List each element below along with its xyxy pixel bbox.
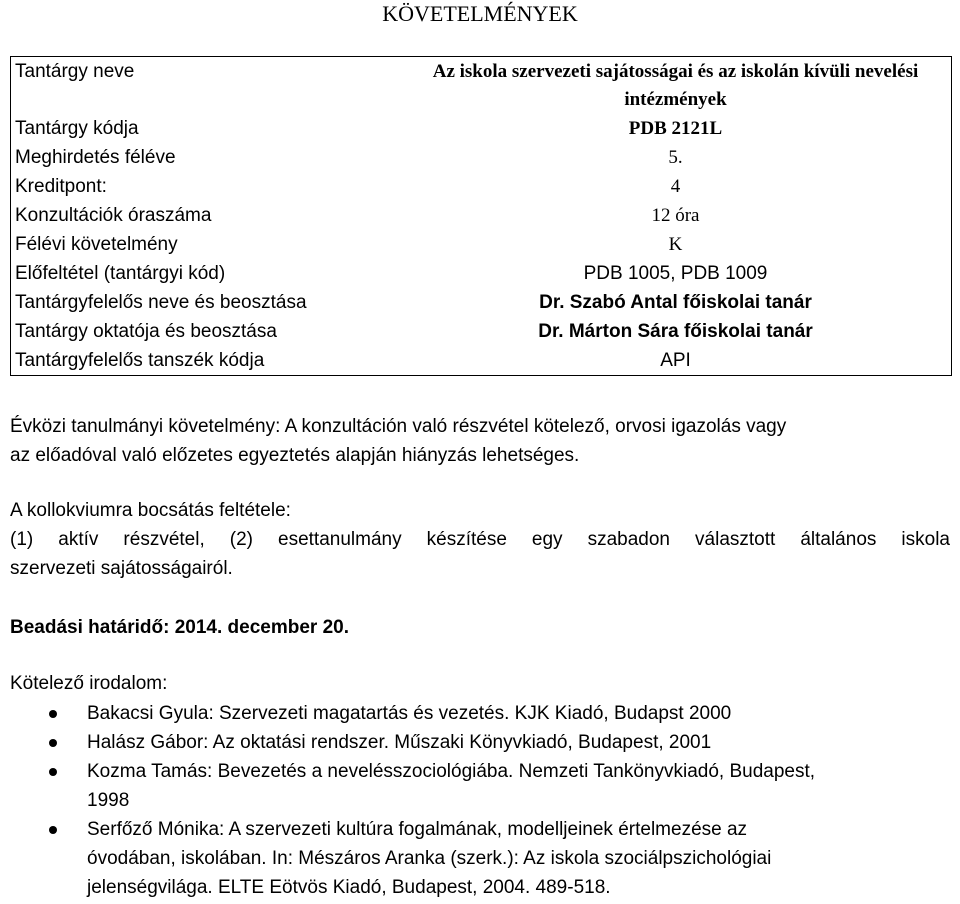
colloquium-heading: A kollokviumra bocsátás feltétele: [10, 500, 291, 521]
bullet-icon [49, 739, 57, 747]
page-title: KÖVETELMÉNYEK [382, 1, 578, 26]
deadline: Beadási határidő: 2014. december 20. [10, 617, 349, 638]
table-row [11, 288, 951, 317]
list-item-line: Halász Gábor: Az oktatási rendszer. Műszaki Könyvkiadó, Budapest, 2001 [87, 732, 712, 753]
list-item-line: Serfőző Mónika: A szervezeti kultúra fogalmának, modelljeinek értelmezése az [87, 819, 748, 840]
requirements-paragraph [10, 412, 950, 470]
row-label: Előfeltétel (tantárgyi kód) [15, 263, 226, 284]
row-label: Tantárgy neve [15, 61, 135, 82]
bullet-icon [49, 710, 57, 718]
table-row [11, 143, 951, 172]
bullet-icon [49, 826, 57, 834]
row-label: Konzultációk óraszáma [15, 205, 212, 226]
bullet-icon [49, 768, 57, 776]
table-row [11, 114, 951, 143]
list-item-line: Kozma Tamás: Bevezetés a nevelésszociológiába. Nemzeti Tankönyvkiadó, Budapest, [87, 761, 816, 782]
row-label: Tantárgy oktatója és beosztása [15, 321, 277, 342]
requirements-line: Évközi tanulmányi követelmény: A konzultáción való részvétel kötelező, orvosi igazolás vagy [10, 416, 787, 437]
row-value: API [660, 350, 691, 371]
literature-heading: Kötelező irodalom: [10, 673, 168, 694]
list-item [10, 757, 950, 815]
course-info-table [10, 56, 952, 376]
colloquium-line: (1) aktív részvétel, (2) esettanulmány készítése egy szabadon választott általános iskola [10, 529, 950, 550]
table-row [11, 346, 951, 375]
table-row [11, 201, 951, 230]
list-item [10, 815, 950, 902]
row-value: PDB 1005, PDB 1009 [583, 263, 768, 284]
table-row [11, 57, 951, 114]
colloquium-section [10, 496, 950, 583]
row-value: K [668, 234, 683, 255]
list-item-line: Bakacsi Gyula: Szervezeti magatartás és vezetés. KJK Kiadó, Budapst 2000 [87, 703, 732, 724]
row-label: Félévi követelmény [15, 234, 178, 255]
list-item-line: jelenségvilága. ELTE Eötvös Kiadó, Budapest, 2004. 489-518. [87, 877, 611, 898]
row-label: Kreditpont: [15, 176, 107, 197]
list-item [10, 699, 950, 728]
row-value: 12 óra [651, 205, 700, 226]
row-value: 5. [668, 147, 683, 168]
colloquium-line: szervezeti sajátosságairól. [10, 558, 233, 579]
row-label: Tantárgy kódja [15, 118, 139, 139]
list-item [10, 728, 950, 757]
row-value: 4 [670, 176, 681, 197]
list-item-line: óvodában, iskolában. In: Mészáros Aranka (szerk.): Az iskola szociálpszichológiai [87, 848, 772, 869]
row-label: Tantárgyfelelős tanszék kódja [15, 350, 265, 371]
requirements-line: az előadóval való előzetes egyeztetés alapján hiányzás lehetséges. [10, 445, 580, 466]
row-label: Tantárgyfelelős neve és beosztása [15, 292, 307, 313]
table-row [11, 230, 951, 259]
row-value: PDB 2121L [628, 118, 723, 139]
table-row [11, 259, 951, 288]
row-label: Meghirdetés féléve [15, 147, 176, 168]
row-value: Az iskola szervezeti sajátosságai és az iskolán kívüli nevelési intézmények [432, 61, 919, 110]
table-row [11, 317, 951, 346]
literature-list [10, 699, 950, 902]
table-row [11, 172, 951, 201]
row-value: Dr. Márton Sára főiskolai tanár [538, 321, 813, 342]
list-item-line: 1998 [87, 790, 130, 811]
row-value: Dr. Szabó Antal főiskolai tanár [539, 292, 812, 313]
